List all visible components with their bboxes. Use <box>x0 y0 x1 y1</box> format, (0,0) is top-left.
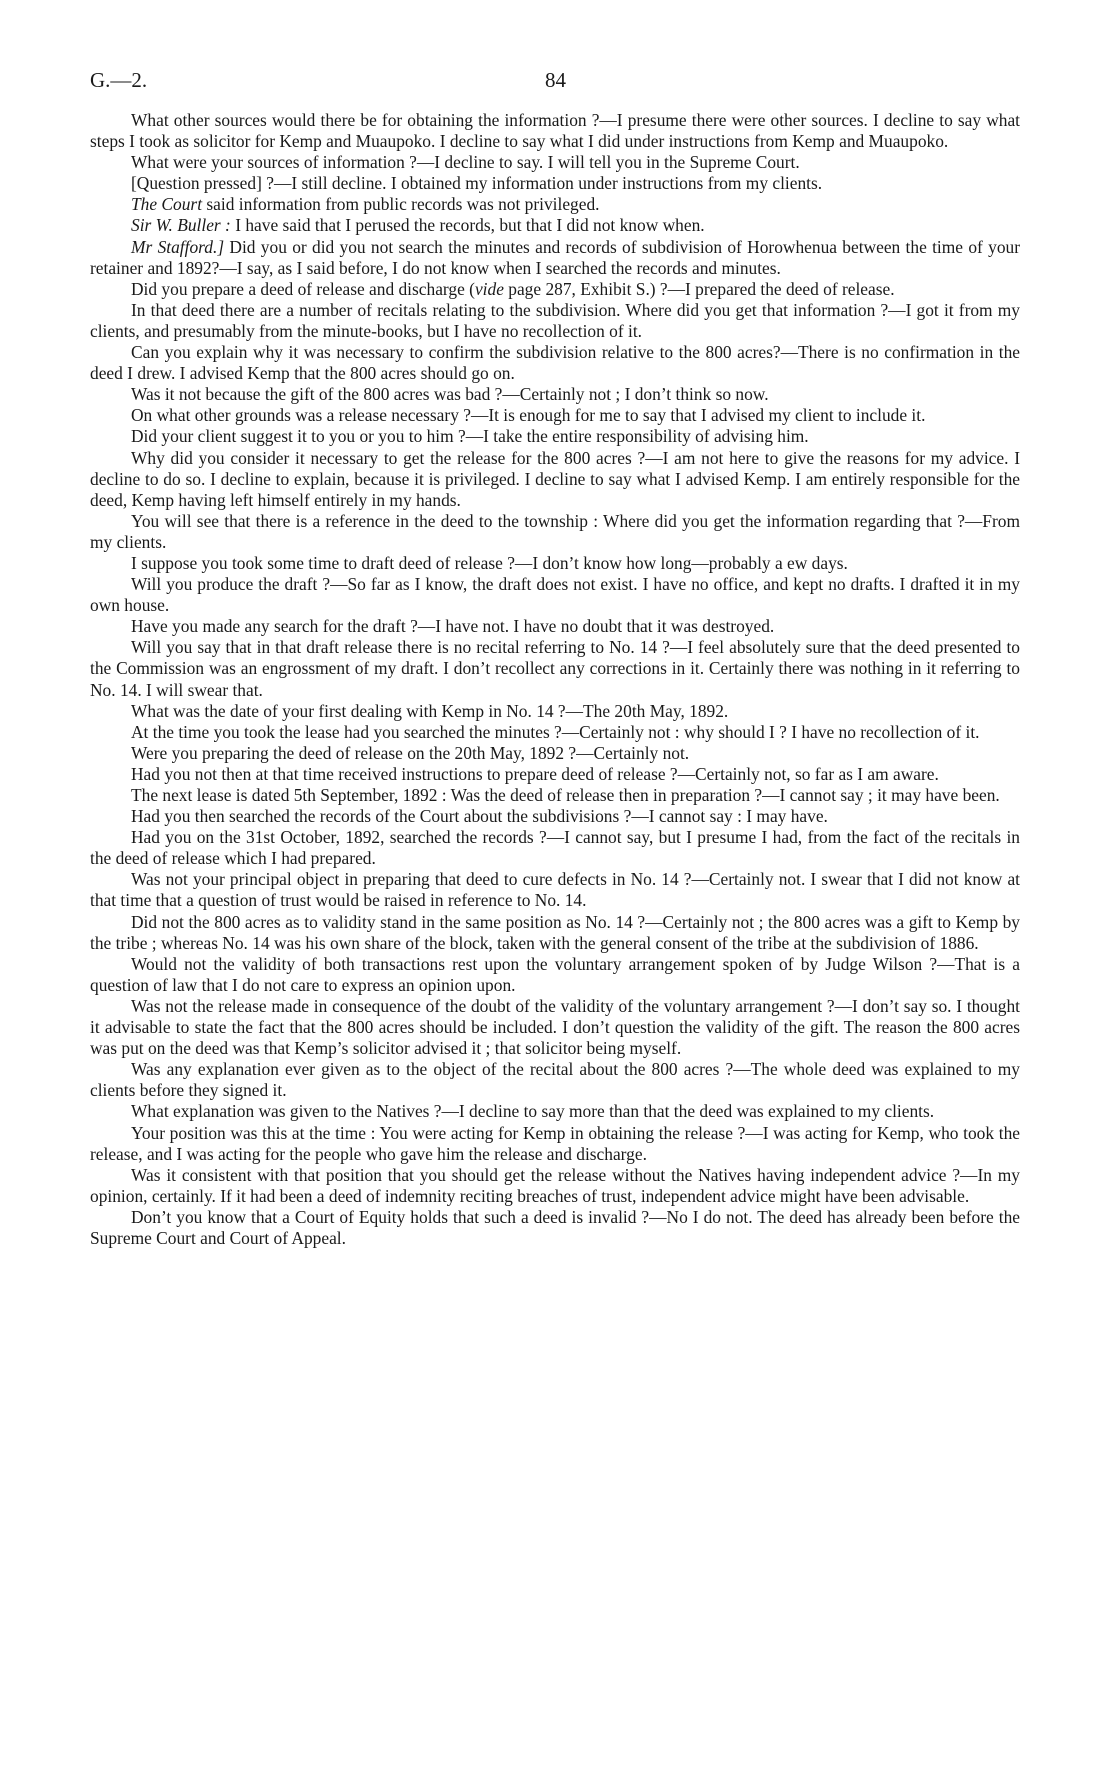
paragraph: Will you say that in that draft release there is no recital referring to No. 14 ?—I feel absolutely sure that the deed presented to the Commission was an engrossment of my draft. I don’t recollect any corrections in it. Certainly there was nothing in it referring to No. 14. I will swear that. <box>90 637 1020 700</box>
paragraph: What explanation was given to the Natives ?—I decline to say more than that the deed was explained to my clients. <box>131 1101 935 1122</box>
paragraph: At the time you took the lease had you searched the minutes ?—Certainly not : why should I ? I have no recollection of it. <box>131 721 980 742</box>
page-header <box>90 68 1020 98</box>
paragraph: Had you on the 31st October, 1892, searched the records ?—I cannot say, but I presume I had, from the fact of the recitals in the deed of release which I had prepared. <box>90 827 1020 869</box>
body-text <box>90 110 1020 1249</box>
paragraph: What was the date of your first dealing with Kemp in No. 14 ?—The 20th May, 1892. <box>131 700 729 721</box>
paragraph: Had you then searched the records of the Court about the subdivisions ?—I cannot say : I may have. <box>131 806 828 827</box>
paragraph: Was any explanation ever given as to the object of the recital about the 800 acres ?—The whole deed was explained to my clients before they signed it. <box>90 1059 1020 1101</box>
paragraph: What other sources would there be for obtaining the information ?—I presume there were other sources. I decline to say what steps I took as solicitor for Kemp and Muaupoko. I decline to say what I did under instructions from Kemp and Muaupoko. <box>90 110 1020 152</box>
paragraph: Did you prepare a deed of release and discharge (vide page 287, Exhibit S.) ?—I prepared the deed of release. <box>131 278 895 299</box>
speaker-name: Sir W. Buller : <box>131 215 231 236</box>
paragraph: Did not the 800 acres as to validity stand in the same position as No. 14 ?—Certainly not ; the 800 acres was a gift to Kemp by the tribe ; whereas No. 14 was his own share of the block, taken with the general consent of the tribe at the subdivision of 1886. <box>90 911 1020 953</box>
paragraph: What were your sources of information ?—I decline to say. I will tell you in the Supreme Court. <box>131 152 800 173</box>
document-page <box>90 68 1020 1249</box>
series-reference: G.—2. <box>90 68 148 92</box>
paragraph: Sir W. Buller : I have said that I perused the records, but that I did not know when. <box>131 215 705 236</box>
paragraph: Was it not because the gift of the 800 acres was bad ?—Certainly not ; I don’t think so now. <box>131 384 769 405</box>
paragraph: Mr Stafford.] Did you or did you not search the minutes and records of subdivision of Horowhenua between the time of your retainer and 1892?—I say, as I said before, I do not know when I searched the records and minutes. <box>90 236 1021 278</box>
paragraph: Did your client suggest it to you or you to him ?—I take the entire responsibility of advising him. <box>131 426 809 447</box>
speaker-name: The Court <box>131 194 203 215</box>
paragraph: Would not the validity of both transactions rest upon the voluntary arrangement spoken of by Judge Wilson ?—That is a question of law that I do not care to express an opinion upon. <box>90 953 1020 995</box>
paragraph: Don’t you know that a Court of Equity holds that such a deed is invalid ?—No I do not. The deed has already been before the Supreme Court and Court of Appeal. <box>90 1206 1020 1248</box>
paragraph: Can you explain why it was necessary to confirm the subdivision relative to the 800 acres?—There is no confirmation in the deed I drew. I advised Kemp that the 800 acres should go on. <box>90 342 1020 384</box>
paragraph: Had you not then at that time received instructions to prepare deed of release ?—Certainly not, so far as I am aware. <box>131 763 939 784</box>
italic-term: vide <box>474 278 504 299</box>
paragraph: Were you preparing the deed of release on the 20th May, 1892 ?—Certainly not. <box>131 742 690 763</box>
paragraph: Will you produce the draft ?—So far as I know, the draft does not exist. I have no office, and kept no drafts. I drafted it in my own house. <box>90 574 1020 616</box>
paragraph: The next lease is dated 5th September, 1892 : Was the deed of release then in preparation ?—I cannot say ; it may have been. <box>131 785 1000 805</box>
paragraph: In that deed there are a number of recitals relating to the subdivision. Where did you get that information ?—I got it from my clients, and presumably from the minute-books, but I have no recollection of it. <box>90 299 1020 341</box>
paragraph: Your position was this at the time : You were acting for Kemp in obtaining the release ?—I was acting for Kemp, who took the release, and I was acting for the people who gave him the release and discharge. <box>90 1122 1020 1164</box>
paragraph: The Court said information from public records was not privileged. <box>131 194 600 215</box>
paragraph: Why did you consider it necessary to get the release for the 800 acres ?—I am not here to give the reasons for my advice. I decline to do so. I decline to explain, because it is privileged. I decline to say what I advised Kemp. I am entirely responsible for the deed, Kemp having left himself entirely in my hands. <box>90 447 1020 510</box>
paragraph: On what other grounds was a release necessary ?—It is enough for me to say that I advised my client to include it. <box>131 405 926 426</box>
paragraph: [Question pressed] ?—I still decline. I obtained my information under instructions from my clients. <box>131 173 823 194</box>
paragraph: Was not the release made in consequence of the doubt of the validity of the voluntary arrangement ?—I don’t say so. I thought it advisable to state the fact that the 800 acres should be included. I don’t question the validity of the gift. The reason the 800 acres was put on the deed was that Kemp’s solicitor advised it ; that solicitor being myself. <box>90 995 1020 1059</box>
paragraph: I suppose you took some time to draft deed of release ?—I don’t know how long—probably a ew days. <box>131 552 848 573</box>
page-number: 84 <box>545 68 566 92</box>
paragraph: Was not your principal object in preparing that deed to cure defects in No. 14 ?—Certainly not. I swear that I did not know at that time that a question of trust would be raised in reference to No. 14. <box>90 869 1020 911</box>
paragraph: You will see that there is a reference in the deed to the township : Where did you get the information regarding that ?—From my clients. <box>90 510 1020 552</box>
speaker-name: Mr Stafford.] <box>131 236 225 257</box>
paragraph: Have you made any search for the draft ?—I have not. I have no doubt that it was destroyed. <box>131 616 775 637</box>
paragraph: Was it consistent with that position that you should get the release without the Natives having independent advice ?—In my opinion, certainly. If it had been a deed of indemnity reciting breaches of trust, independent advice might have been advisable. <box>90 1164 1020 1206</box>
